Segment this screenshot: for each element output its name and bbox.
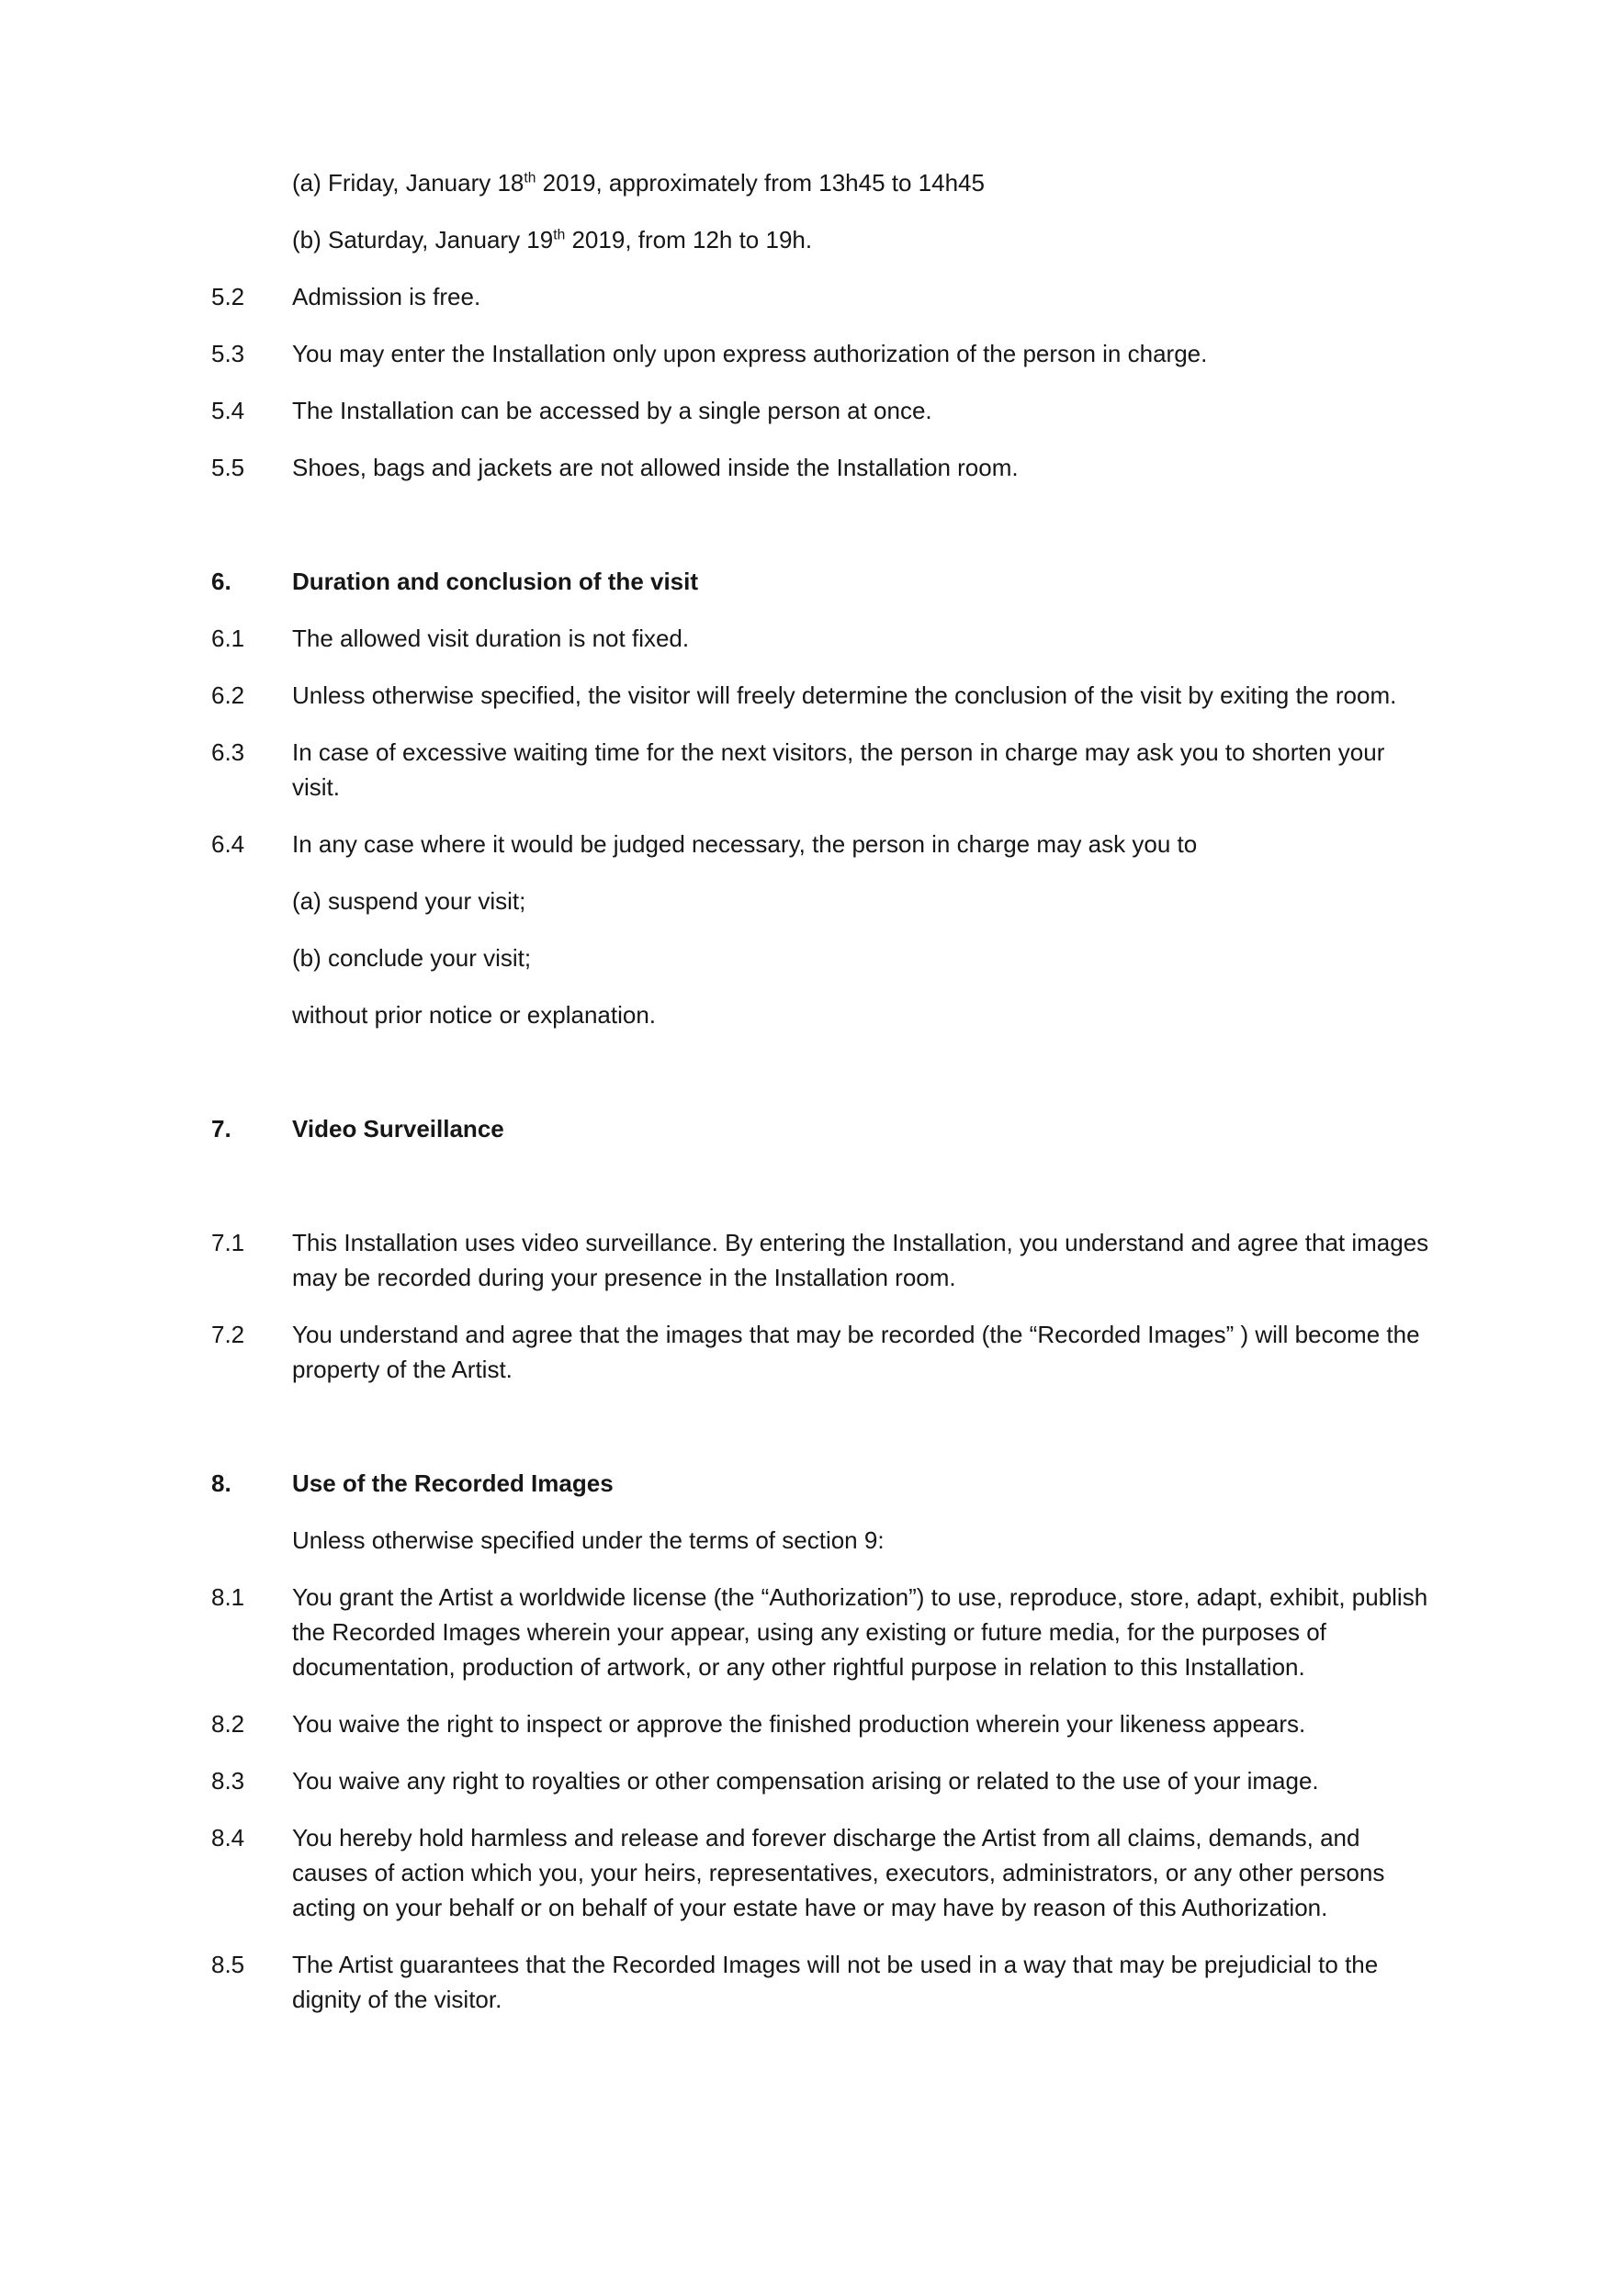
- ordinal-superscript: th: [524, 170, 536, 186]
- item-text: In case of excessive waiting time for the next visitors, the person in charge may ask you to shorten your visit.: [292, 738, 1385, 801]
- doc-item-7-2: [211, 1317, 1435, 1387]
- item-number: 5.4: [211, 397, 245, 424]
- item-text: Admission is free.: [292, 283, 481, 310]
- item-text: You may enter the Installation only upon express authorization of the person in charge.: [292, 340, 1208, 367]
- item-text: without prior notice or explanation.: [292, 1001, 657, 1029]
- document-content: [211, 165, 1435, 2039]
- doc-item-8-5: [211, 1947, 1435, 2017]
- item-number: 8.: [211, 1469, 231, 1497]
- doc-item-8-2: [211, 1706, 1435, 1741]
- section-heading-7: [211, 1111, 1435, 1146]
- doc-item-5-3: [211, 336, 1435, 371]
- item-text: In any case where it would be judged necessary, the person in charge may ask you to: [292, 830, 1198, 858]
- item-text: (a) suspend your visit;: [292, 887, 526, 915]
- doc-item-5-2: [211, 279, 1435, 314]
- doc-item-7-1: [211, 1225, 1435, 1295]
- doc-sub-item: [211, 165, 1435, 200]
- doc-item-6-2: [211, 678, 1435, 713]
- item-text: This Installation uses video surveillance. By entering the Installation, you understand and agree that images may be recorded during your presence in the Installation room.: [292, 1229, 1429, 1291]
- item-text: You understand and agree that the images that may be recorded (the “Recorded Images” ) will become the property of the Artist.: [292, 1321, 1420, 1383]
- doc-item-8-3: [211, 1763, 1435, 1798]
- doc-sub-item: [211, 940, 1435, 975]
- item-text: Duration and conclusion of the visit: [292, 568, 699, 595]
- item-text: The Installation can be accessed by a single person at once.: [292, 397, 932, 424]
- item-text: Video Surveillance: [292, 1115, 504, 1142]
- item-number: 6.2: [211, 681, 245, 709]
- doc-item-8-4: [211, 1820, 1435, 1925]
- item-number: 6.4: [211, 830, 245, 858]
- doc-sub-item: [211, 997, 1435, 1032]
- ordinal-superscript: th: [553, 227, 566, 243]
- item-number: 8.4: [211, 1824, 245, 1851]
- section-heading-8: [211, 1466, 1435, 1501]
- item-number: 6.1: [211, 625, 245, 652]
- doc-item-8-1: [211, 1580, 1435, 1684]
- item-text: You grant the Artist a worldwide license (the “Authorization”) to use, reproduce, store, adapt, exhibit, publish the Recorded Images wherein your appear, using any existing or future media, for the purposes of documentation, production of artwork, or any other rightful purpose in relation to this Installation.: [292, 1583, 1428, 1681]
- item-number: 8.3: [211, 1767, 245, 1795]
- doc-item-5-4: [211, 393, 1435, 428]
- item-number: 6.: [211, 568, 231, 595]
- doc-item-6-1: [211, 621, 1435, 656]
- doc-item-5-5: [211, 450, 1435, 485]
- doc-item-6-4: [211, 827, 1435, 861]
- item-number: 7.: [211, 1115, 231, 1142]
- item-text: (a) Friday, January 18th 2019, approximately from 13h45 to 14h45: [292, 169, 985, 197]
- item-number: 8.5: [211, 1951, 245, 1978]
- item-number: 7.2: [211, 1321, 245, 1348]
- item-number: 5.2: [211, 283, 245, 310]
- item-text: You waive any right to royalties or other compensation arising or related to the use of your image.: [292, 1767, 1319, 1795]
- item-text: Unless otherwise specified under the terms of section 9:: [292, 1526, 885, 1554]
- item-text: (b) conclude your visit;: [292, 944, 532, 972]
- item-number: 8.2: [211, 1710, 245, 1738]
- doc-sub-item: [211, 1523, 1435, 1558]
- item-text: You hereby hold harmless and release and forever discharge the Artist from all claims, demands, and causes of action which you, your heirs, representatives, executors, administrators, or any other persons acting on your behalf or on behalf of your estate have or may have by reason of this Authorization.: [292, 1824, 1385, 1921]
- item-number: 7.1: [211, 1229, 245, 1256]
- item-text: The Artist guarantees that the Recorded Images will not be used in a way that may be prejudicial to the dignity of the visitor.: [292, 1951, 1379, 2013]
- doc-sub-item: [211, 222, 1435, 257]
- item-number: 6.3: [211, 738, 245, 766]
- item-text: The allowed visit duration is not fixed.: [292, 625, 690, 652]
- item-number: 5.3: [211, 340, 245, 367]
- doc-item-6-3: [211, 735, 1435, 805]
- item-text: You waive the right to inspect or approve the finished production wherein your likeness appears.: [292, 1710, 1306, 1738]
- item-text: Use of the Recorded Images: [292, 1469, 614, 1497]
- item-text: Shoes, bags and jackets are not allowed inside the Installation room.: [292, 454, 1019, 481]
- item-number: 8.1: [211, 1583, 245, 1611]
- doc-sub-item: [211, 884, 1435, 918]
- section-heading-6: [211, 564, 1435, 599]
- item-number: 5.5: [211, 454, 245, 481]
- item-text: (b) Saturday, January 19th 2019, from 12h to 19h.: [292, 226, 813, 253]
- item-text: Unless otherwise specified, the visitor will freely determine the conclusion of the visit by exiting the room.: [292, 681, 1397, 709]
